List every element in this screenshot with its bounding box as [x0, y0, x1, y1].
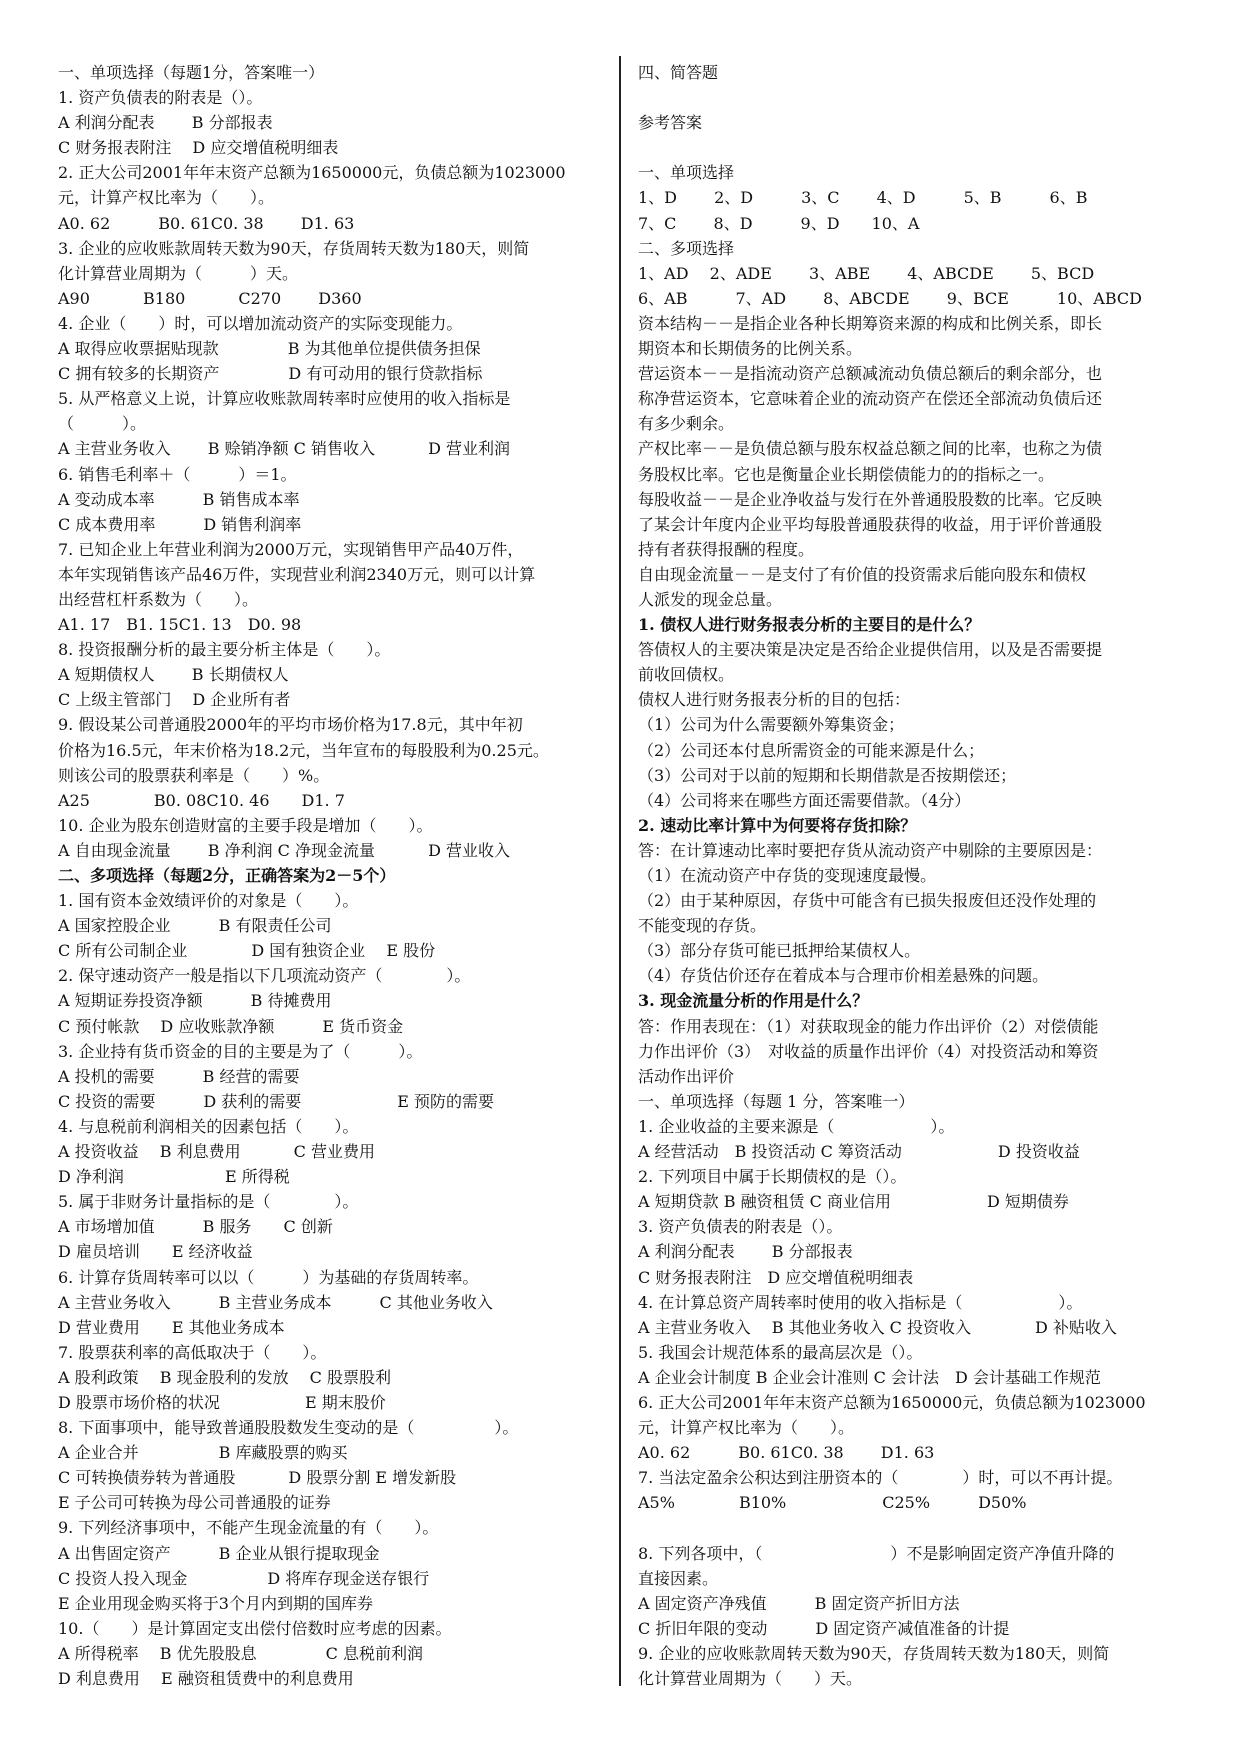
- text-line: 元，计算产权比率为（ ）。: [638, 1418, 855, 1438]
- text-line: C 财务报表附注 D 应交增值税明细表: [58, 138, 339, 158]
- text-line: 5. 从严格意义上说，计算应收账款周转率时应使用的收入指标是: [58, 389, 511, 409]
- text-line: （1）在流动资产中存货的变现速度最慢。: [638, 866, 937, 885]
- text-line: 6. 销售毛利率＋（ ）＝1。: [58, 464, 297, 484]
- text-line: 产权比率－－是负债总额与股东权益总额之间的比率，也称之为债: [638, 439, 1103, 459]
- text-line: 8. 投资报酬分析的最主要分析主体是（ ）。: [58, 640, 391, 660]
- text-line: （2）由于某种原因，存货中可能含有已损失报废但还没作处理的: [638, 891, 1097, 911]
- text-line: 7. 当法定盈余公积达到注册资本的（ ）时，可以不再计提。: [638, 1468, 1123, 1488]
- text-line: C 所有公司制企业 D 国有独资企业 E 股份: [58, 941, 436, 961]
- text-line: A 主营业务收入 B 主营业务成本 C 其他业务收入: [58, 1292, 493, 1312]
- text-line: A 固定资产净残值 B 固定资产折旧方法: [638, 1593, 960, 1613]
- text-line: A 利润分配表 B 分部报表: [58, 113, 273, 133]
- text-line: （2）公司还本付息所需资金的可能来源是什么；: [638, 740, 985, 760]
- text-line: C 财务报表附注 D 应交增值税明细表: [638, 1267, 914, 1287]
- text-line: 债权人进行财务报表分析的目的包括：: [638, 690, 911, 710]
- text-line: 人派发的现金总量。: [638, 589, 783, 609]
- text-line: 每股收益－－是企业净收益与发行在外普通股股数的比率。它反映: [638, 489, 1103, 509]
- text-line: 7. 已知企业上年营业利润为2000万元，实现销售甲产品40万件，: [58, 539, 524, 559]
- text-line: A 市场增加值 B 服务 C 创新: [58, 1217, 333, 1237]
- text-line: A 出售固定资产 B 企业从银行提取现金: [58, 1543, 380, 1563]
- text-line: 7. 股票获利率的高低取决于（ ）。: [58, 1342, 327, 1362]
- text-line: A 主营业务收入 B 其他业务收入 C 投资收入 D 补贴收入: [638, 1317, 1117, 1337]
- text-line: 5. 属于非财务计量指标的是（ ）。: [58, 1192, 359, 1212]
- text-line: 1、D 2、D 3、C 4、D 5、B 6、B: [638, 188, 1088, 208]
- text-line: C 折旧年限的变动 D 固定资产减值准备的计提: [638, 1618, 1010, 1638]
- text-line: 1. 资产负债表的附表是（）。: [58, 88, 263, 108]
- text-line: 3. 资产负债表的附表是（）。: [638, 1217, 843, 1237]
- text-line: 9. 假设某公司普通股2000年的平均市场价格为17.8元，其中年初: [58, 715, 523, 735]
- text-line: A 国家控股企业 B 有限责任公司: [58, 916, 332, 936]
- text-line: 化计算营业周期为（ ）天。: [638, 1669, 863, 1688]
- text-line: [638, 85, 1194, 110]
- text-line: 营运资本－－是指流动资产总额减流动负债总额后的剩余部分，也: [638, 364, 1103, 384]
- text-line: 3. 企业的应收账款周转天数为90天，存货周转天数为180天，则简: [58, 238, 530, 258]
- text-line: （ ）。: [58, 414, 147, 434]
- text-line: 称净营运资本，它意味着企业的流动资产在偿还全部流动负债后还: [638, 389, 1103, 409]
- text-line: A 主营业务收入 B 赊销净额 C 销售收入 D 营业利润: [58, 439, 510, 459]
- text-line: 6. 正大公司2001年年末资产总额为1650000元，负债总额为1023000: [638, 1392, 1146, 1412]
- text-line: 力作出评价（3） 对收益的质量作出评价（4）对投资活动和筹资: [638, 1041, 1099, 1061]
- text-line: 自由现金流量－－是支付了有价值的投资需求后能向股东和债权: [638, 564, 1087, 584]
- text-line: 6. 计算存货周转率可以以（ ）为基础的存货周转率。: [58, 1267, 479, 1287]
- text-line: 2. 下列项目中属于长期债权的是（）。: [638, 1167, 907, 1187]
- text-line: 化计算营业周期为（ ）天。: [58, 263, 299, 283]
- text-line: 一、单项选择（每题 1 分，答案唯一）: [638, 1091, 915, 1111]
- text-line: A 利润分配表 B 分部报表: [638, 1242, 853, 1262]
- text-line: C 投资的需要 D 获利的需要 E 预防的需要: [58, 1091, 495, 1111]
- text-line: 3. 企业持有货币资金的目的主要是为了（ ）。: [58, 1041, 423, 1061]
- text-line: 期资本和长期债务的比例关系。: [638, 339, 863, 359]
- text-line: A1. 17 B1. 15C1. 13 D0. 98: [58, 615, 302, 635]
- text-line: 答：在计算速动比率时要把存货从流动资产中剔除的主要原因是：: [638, 840, 1103, 860]
- text-line: 4. 企业（ ）时，可以增加流动资产的实际变现能力。: [58, 313, 463, 333]
- text-line: 答债权人的主要决策是决定是否给企业提供信用，以及是否需要提: [638, 640, 1103, 660]
- text-line: 8. 下列各项中，（ ）不是影响固定资产净值升降的: [638, 1543, 1115, 1563]
- text-line: 出经营杠杆系数为（ ）。: [58, 589, 259, 609]
- text-line: D 净利润 E 所得税: [58, 1167, 290, 1187]
- text-line: E 子公司可转换为母公司普通股的证券: [58, 1493, 331, 1513]
- text-line: 务股权比率。它也是衡量企业长期偿债能力的的指标之一。: [638, 464, 1055, 484]
- text-line: C 可转换债券转为普通股 D 股票分割 E 增发新股: [58, 1468, 457, 1488]
- text-line: 9. 企业的应收账款周转天数为90天，存货周转天数为180天，则简: [638, 1643, 1110, 1663]
- text-line: 1. 国有资本金效绩评价的对象是（ ）。: [58, 891, 359, 911]
- section-heading: 3. 现金流量分析的作用是什么？: [638, 991, 869, 1011]
- text-line: A0. 62 B0. 61C0. 38 D1. 63: [638, 1443, 935, 1463]
- text-line: 9. 下列经济事项中，不能产生现金流量的有（ ）。: [58, 1518, 439, 1538]
- text-line: 5. 我国会计规范体系的最高层次是（）。: [638, 1342, 923, 1362]
- text-line: A 所得税率 B 优先股股息 C 息税前利润: [58, 1643, 423, 1663]
- text-line: [638, 135, 1194, 160]
- text-line: 7、C 8、D 9、D 10、A: [638, 213, 920, 233]
- text-line: 元，计算产权比率为（ ）。: [58, 188, 275, 208]
- column-divider: [619, 56, 621, 1686]
- text-line: 10. 企业为股东创造财富的主要手段是增加（ ）。: [58, 815, 433, 835]
- text-line: 二、多项选择: [638, 238, 735, 258]
- text-line: C 投资人投入现金 D 将库存现金送存银行: [58, 1568, 430, 1588]
- text-line: 4. 在计算总资产周转率时使用的收入指标是（ ）。: [638, 1292, 1083, 1312]
- section-heading: 二、多项选择（每题2分，正确答案为2－5个）: [58, 866, 396, 885]
- text-line: 一、单项选择: [638, 163, 735, 183]
- text-line: A 经营活动 B 投资活动 C 筹资活动 D 投资收益: [638, 1142, 1080, 1162]
- text-line: 资本结构－－是指企业各种长期筹资来源的构成和比例关系，即长: [638, 313, 1103, 333]
- text-line: 2. 正大公司2001年年末资产总额为1650000元，负债总额为1023000: [58, 163, 566, 183]
- text-line: A 短期证券投资净额 B 待摊费用: [58, 991, 332, 1011]
- text-line: C 上级主管部门 D 企业所有者: [58, 690, 291, 710]
- text-line: A25 B0. 08C10. 46 D1. 7: [58, 790, 345, 810]
- text-line: A 企业合并 B 库藏股票的购买: [58, 1443, 348, 1463]
- text-line: D 利息费用 E 融资租赁费中的利息费用: [58, 1669, 354, 1688]
- text-line: 持有者获得报酬的程度。: [638, 539, 815, 559]
- text-line: 本年实现销售该产品46万件，实现营业利润2340万元，则可以计算: [58, 564, 536, 584]
- text-line: A 自由现金流量 B 净利润 C 净现金流量 D 营业收入: [58, 840, 510, 860]
- text-line: （3）部分存货可能已抵押给某债权人。: [638, 941, 921, 961]
- text-line: A 投机的需要 B 经营的需要: [58, 1066, 300, 1086]
- text-line: 活动作出评价: [638, 1066, 735, 1086]
- text-line: A 变动成本率 B 销售成本率: [58, 489, 300, 509]
- text-line: [638, 1515, 1194, 1540]
- text-line: （4）公司将来在哪些方面还需要借款。（4分）: [638, 790, 971, 810]
- text-line: D 雇员培训 E 经济收益: [58, 1242, 253, 1262]
- text-line: 直接因素。: [638, 1568, 719, 1588]
- text-line: 一、单项选择（每题1分，答案唯一）: [58, 63, 325, 82]
- text-line: 了某会计年度内企业平均每股普通股获得的收益，用于评价普通股: [638, 514, 1103, 534]
- text-line: D 股票市场价格的状况 E 期末股价: [58, 1392, 386, 1412]
- text-line: A 短期债权人 B 长期债权人: [58, 665, 289, 685]
- text-line: C 拥有较多的长期资产 D 有可动用的银行贷款指标: [58, 364, 483, 384]
- text-line: 8. 下面事项中，能导致普通股股数发生变动的是（ ）。: [58, 1418, 519, 1438]
- text-line: E 企业用现金购买将于3个月内到期的国库券: [58, 1593, 373, 1613]
- text-line: （1）公司为什么需要额外筹集资金；: [638, 715, 905, 735]
- text-line: A 投资收益 B 利息费用 C 营业费用: [58, 1142, 375, 1162]
- text-line: 前收回债权。: [638, 665, 735, 685]
- text-line: 6、AB 7、AD 8、ABCDE 9、BCE 10、ABCD: [638, 288, 1142, 308]
- text-line: A 企业会计制度 B 企业会计准则 C 会计法 D 会计基础工作规范: [638, 1367, 1101, 1387]
- text-line: 参考答案: [638, 113, 703, 133]
- text-line: 1. 企业收益的主要来源是（ ）。: [638, 1116, 955, 1136]
- text-line: A5% B10% C25% D50%: [638, 1493, 1027, 1513]
- text-line: 四、简答题: [638, 63, 719, 82]
- text-line: C 预付帐款 D 应收账款净额 E 货币资金: [58, 1016, 404, 1036]
- text-line: 4. 与息税前利润相关的因素包括（ ）。: [58, 1116, 359, 1136]
- text-line: 则该公司的股票获利率是（ ）%。: [58, 765, 330, 785]
- text-line: A90 B180 C270 D360: [58, 288, 362, 308]
- text-line: 答：作用表现在：（1）对获取现金的能力作出评价（2）对偿债能: [638, 1016, 1099, 1036]
- text-line: A0. 62 B0. 61C0. 38 D1. 63: [58, 213, 355, 233]
- text-line: 价格为16.5元，年末价格为18.2元，当年宣布的每股股利为0.25元。: [58, 740, 549, 760]
- text-line: C 成本费用率 D 销售利润率: [58, 514, 302, 534]
- text-line: 有多少剩余。: [638, 414, 735, 434]
- text-line: （3）公司对于以前的短期和长期借款是否按期偿还；: [638, 765, 1017, 785]
- text-line: （4）存货估价还存在着成本与合理市价相差悬殊的问题。: [638, 966, 1049, 986]
- text-line: 10.（ ）是计算固定支出偿付倍数时应考虑的因素。: [58, 1618, 452, 1638]
- text-line: A 取得应收票据贴现款 B 为其他单位提供债务担保: [58, 339, 481, 359]
- right-column: [638, 60, 1194, 1691]
- text-line: 1、AD 2、ADE 3、ABE 4、ABCDE 5、BCD: [638, 263, 1095, 283]
- section-heading: 1. 债权人进行财务报表分析的主要目的是什么？: [638, 615, 981, 635]
- text-line: A 股利政策 B 现金股利的发放 C 股票股利: [58, 1367, 391, 1387]
- text-line: 不能变现的存货。: [638, 916, 767, 936]
- text-line: D 营业费用 E 其他业务成本: [58, 1317, 285, 1337]
- section-heading: 2. 速动比率计算中为何要将存货扣除？: [638, 815, 917, 835]
- text-line: A 短期贷款 B 融资租赁 C 商业信用 D 短期债券: [638, 1192, 1069, 1212]
- text-line: 2. 保守速动资产一般是指以下几项流动资产（ ）。: [58, 966, 471, 986]
- left-column: [58, 60, 614, 1691]
